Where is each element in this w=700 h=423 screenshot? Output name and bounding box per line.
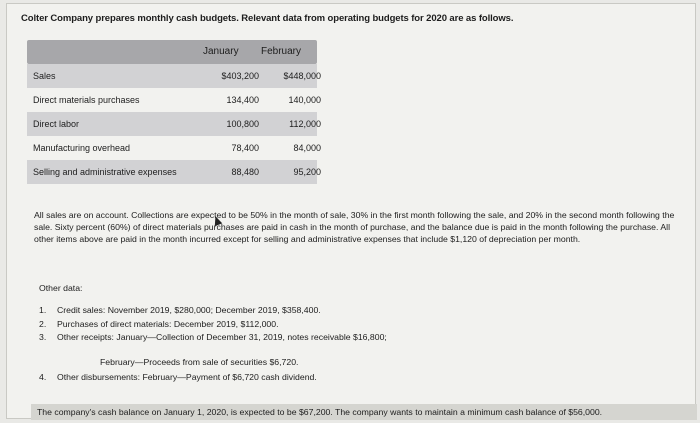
- intro-text: Colter Company prepares monthly cash budgets. Relevant data from operating budgets for 2020 are as follows.: [21, 13, 514, 24]
- row-jan-value: $403,200: [221, 71, 259, 81]
- row-feb-value: 84,000: [293, 143, 321, 153]
- row-feb-value: $448,000: [283, 71, 321, 81]
- list-item: [39, 304, 387, 318]
- list-item-continuation: February—Proceeds from sale of securities $6,720.: [100, 357, 299, 367]
- list-item: [39, 331, 387, 345]
- row-label: Manufacturing overhead: [33, 143, 131, 153]
- list-text: Other receipts: January—Collection of December 31, 2019, notes receivable $16,800;: [57, 332, 387, 342]
- row-jan-value: 100,800: [226, 119, 259, 129]
- table-row: [27, 88, 321, 112]
- list-text: Credit sales: November 2019, $280,000; December 2019, $358,400.: [57, 305, 321, 315]
- list-number: 2.: [39, 318, 47, 329]
- other-data-heading: Other data:: [39, 283, 83, 293]
- row-jan-value: 88,480: [231, 167, 259, 177]
- row-label: Selling and administrative expenses: [33, 167, 177, 177]
- list-number: 1.: [39, 305, 47, 315]
- table-row: [27, 160, 321, 184]
- row-label: Direct materials purchases: [33, 95, 140, 105]
- table-row: [27, 64, 321, 88]
- row-feb-value: 95,200: [293, 167, 321, 177]
- header-february: February: [261, 46, 302, 57]
- collections-paragraph: All sales are on account. Collections are expected to be 50% in the month of sale, 30% in the first month following the sale, and 20% in the second month following the sale. Sixty percent (60%) of direct materials purchases are paid in cash in the month of purchase, and the balance due is paid in the month following the purchase. All other items above are paid in the month incurred except for selling and administrative expenses that include $1,120 of depreciation per month.: [34, 210, 675, 245]
- row-label: Sales: [33, 71, 56, 81]
- other-data-list: [39, 304, 387, 345]
- table-row: [27, 136, 321, 160]
- row-jan-value: 78,400: [231, 143, 259, 153]
- row-label: Direct labor: [33, 119, 80, 129]
- header-january: January: [203, 46, 239, 57]
- row-feb-value: 112,000: [289, 119, 321, 129]
- list-text: Purchases of direct materials: December 2019, $112,000.: [57, 318, 279, 329]
- row-jan-value: 134,400: [226, 95, 259, 105]
- list-number: 4.: [39, 372, 47, 382]
- table-row: [27, 112, 321, 136]
- table-header: [27, 40, 317, 64]
- row-feb-value: 140,000: [288, 95, 321, 105]
- document-page: [6, 3, 696, 419]
- list-number: 3.: [39, 332, 47, 342]
- budget-table: [27, 40, 321, 184]
- list-text: Other disbursements: February—Payment of $6,720 cash dividend.: [57, 372, 317, 382]
- cash-balance-note: The company's cash balance on January 1, 2020, is expected to be $67,200. The company wants to maintain a minimum cash balance of $56,000.: [31, 404, 697, 420]
- list-item: [39, 318, 387, 332]
